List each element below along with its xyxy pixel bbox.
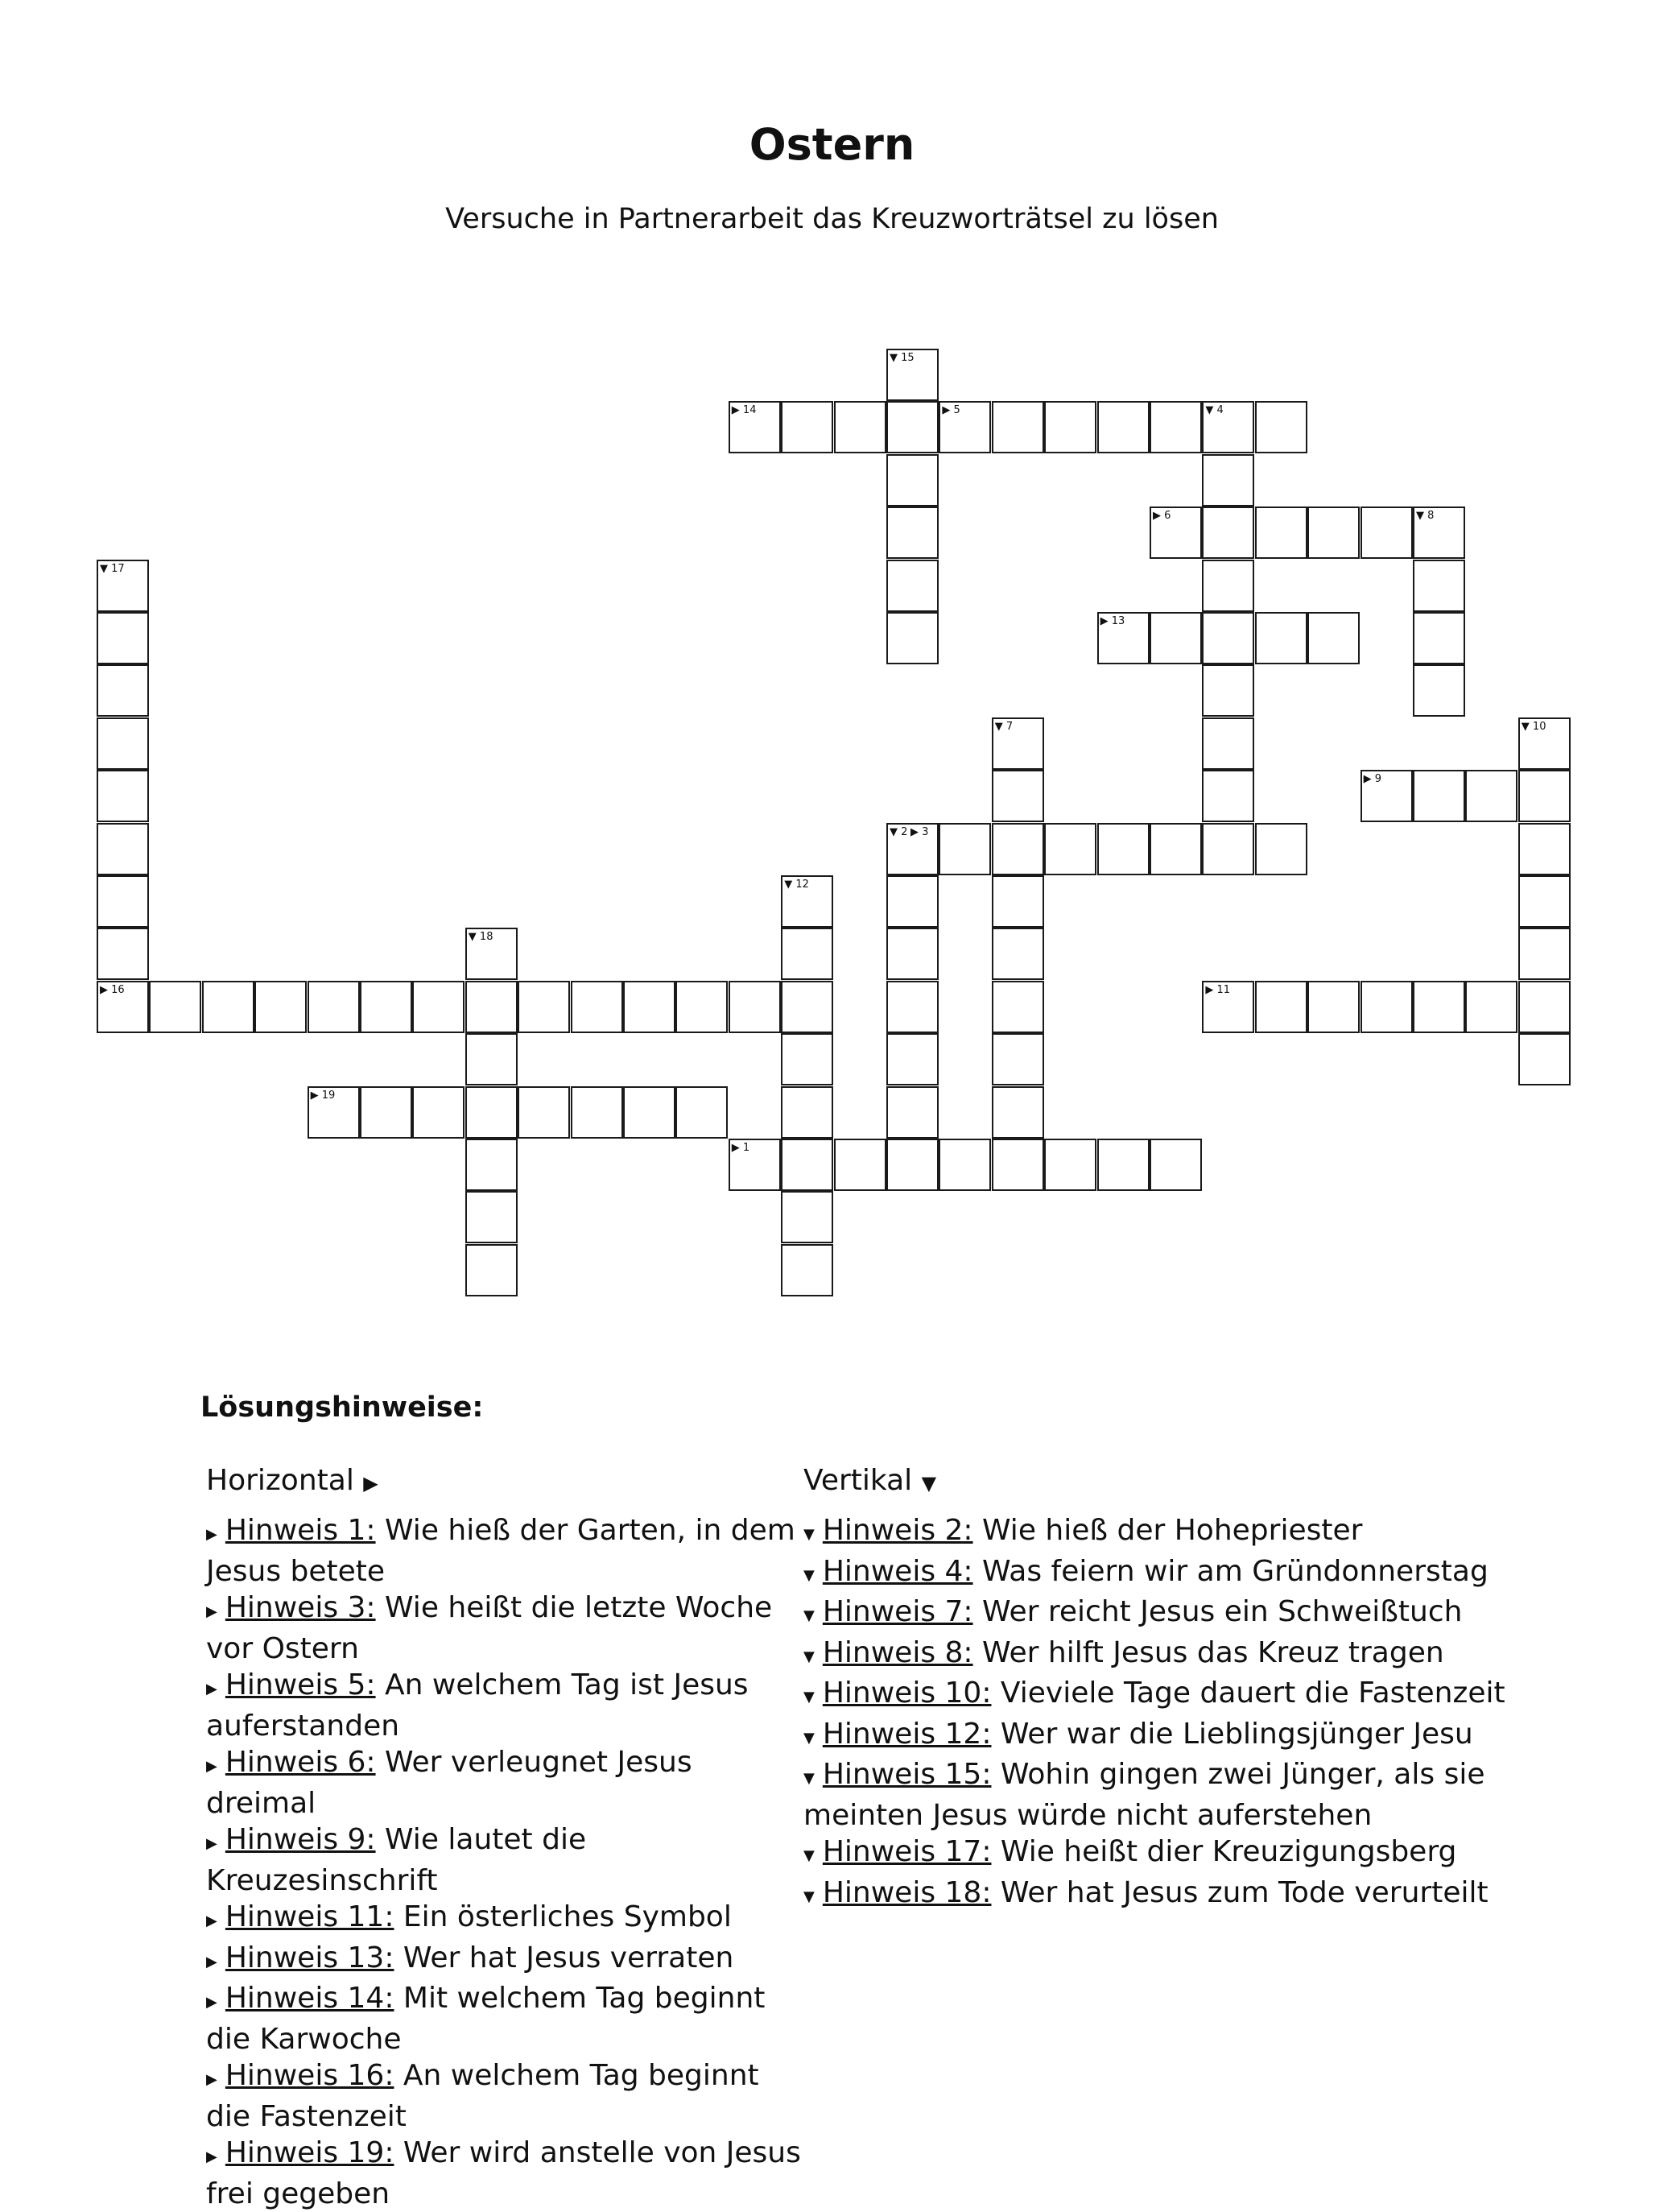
clue-text: Wohin gingen zwei Jünger, als sie bbox=[991, 1758, 1485, 1791]
clue-number: ▼ 17 bbox=[100, 562, 125, 575]
clue-text: Ein österliches Symbol bbox=[394, 1900, 732, 1933]
clue-label: Hinweis 13: bbox=[225, 1941, 394, 1974]
crossword-cell[interactable] bbox=[1202, 560, 1254, 612]
clue-label: Hinweis 19: bbox=[225, 2136, 394, 2169]
crossword-cell[interactable] bbox=[886, 454, 939, 506]
horizontal-heading-label: Horizontal bbox=[206, 1464, 354, 1497]
clue-text: Wer hat Jesus verraten bbox=[394, 1941, 734, 1974]
triangle-down-icon: ▼ bbox=[803, 1526, 815, 1543]
horizontal-clue-list bbox=[206, 1512, 802, 2212]
clue-item bbox=[206, 2057, 802, 2135]
clue-text-continued: die Fastenzeit bbox=[206, 2099, 407, 2133]
triangle-right-icon: ▶ bbox=[206, 1603, 217, 1620]
crossword-cell[interactable] bbox=[886, 506, 939, 559]
clue-number: ▼ 2 bbox=[890, 825, 908, 838]
clue-item bbox=[803, 1716, 1608, 1757]
crossword-cell[interactable] bbox=[97, 770, 149, 822]
crossword-cell[interactable] bbox=[149, 981, 201, 1033]
clue-label: Hinweis 9: bbox=[225, 1823, 376, 1856]
crossword-cell[interactable] bbox=[886, 875, 939, 928]
crossword-cell[interactable] bbox=[1097, 1139, 1150, 1191]
crossword-cell[interactable] bbox=[1255, 981, 1307, 1033]
crossword-cell[interactable] bbox=[412, 1086, 465, 1139]
clue-text-continued: die Karwoche bbox=[206, 2022, 402, 2056]
crossword-cell[interactable] bbox=[202, 981, 254, 1033]
clue-text-continued: dreimal bbox=[206, 1786, 316, 1820]
clue-label: Hinweis 10: bbox=[822, 1677, 992, 1710]
crossword-cell[interactable] bbox=[1097, 823, 1150, 875]
crossword-cell[interactable] bbox=[1150, 1139, 1202, 1191]
crossword-cell[interactable] bbox=[992, 1139, 1044, 1191]
clue-item bbox=[803, 1875, 1608, 1916]
clue-number: ▶ 6 bbox=[1153, 510, 1171, 523]
vertical-heading bbox=[803, 1464, 936, 1497]
crossword-cell[interactable] bbox=[97, 875, 149, 928]
crossword-cell[interactable] bbox=[97, 612, 149, 664]
crossword-cell[interactable] bbox=[1307, 506, 1360, 559]
triangle-right-icon: ▶ bbox=[206, 1835, 217, 1852]
crossword-cell[interactable] bbox=[675, 981, 728, 1033]
crossword-cell[interactable] bbox=[1097, 401, 1150, 453]
crossword-cell[interactable] bbox=[1150, 823, 1202, 875]
crossword-cell[interactable] bbox=[571, 981, 623, 1033]
horizontal-heading bbox=[206, 1464, 378, 1497]
clue-label: Hinweis 12: bbox=[822, 1717, 992, 1751]
crossword-cell[interactable] bbox=[1361, 506, 1413, 559]
crossword-cell[interactable] bbox=[1202, 664, 1254, 717]
crossword-cell[interactable] bbox=[886, 612, 939, 664]
clue-text: Wer wird anstelle von Jesus bbox=[394, 2136, 801, 2169]
crossword-cell[interactable] bbox=[308, 981, 360, 1033]
crossword-cell[interactable] bbox=[886, 1086, 939, 1139]
clue-item bbox=[206, 1744, 802, 1821]
clue-number: ▼ 7 bbox=[994, 720, 1014, 733]
clue-item bbox=[206, 1940, 802, 1981]
crossword-cell[interactable] bbox=[1044, 823, 1096, 875]
crossword-cell[interactable] bbox=[1413, 612, 1465, 664]
triangle-right-icon: ▶ bbox=[206, 1758, 217, 1775]
triangle-right-icon: ▶ bbox=[206, 1526, 217, 1543]
clue-item bbox=[803, 1834, 1608, 1875]
clue-item bbox=[803, 1594, 1608, 1635]
clue-text-continued: auferstanden bbox=[206, 1709, 400, 1743]
crossword-cell[interactable] bbox=[1255, 612, 1307, 664]
crossword-cell[interactable] bbox=[992, 875, 1044, 928]
clue-number: ▶ 11 bbox=[1205, 983, 1231, 996]
clue-label: Hinweis 8: bbox=[822, 1635, 973, 1669]
clue-number: ▶ 16 bbox=[100, 983, 125, 996]
clue-item bbox=[803, 1553, 1608, 1594]
triangle-right-icon: ▶ bbox=[206, 1953, 217, 1970]
clue-label: Hinweis 4: bbox=[822, 1554, 973, 1588]
crossword-cell[interactable] bbox=[1518, 1033, 1571, 1085]
crossword-cell[interactable] bbox=[992, 401, 1044, 453]
crossword-cell[interactable] bbox=[1150, 612, 1202, 664]
clue-number: ▶ 14 bbox=[731, 404, 757, 417]
clue-label: Hinweis 15: bbox=[822, 1758, 992, 1791]
crossword-cell[interactable] bbox=[1518, 875, 1571, 928]
crossword-cell[interactable] bbox=[1413, 981, 1465, 1033]
crossword-cell[interactable] bbox=[254, 981, 307, 1033]
clue-text: An welchem Tag beginnt bbox=[394, 2059, 759, 2092]
clue-number: ▼ 15 bbox=[890, 352, 915, 364]
crossword-cell[interactable] bbox=[1465, 770, 1517, 822]
triangle-right-icon: ▶ bbox=[363, 1472, 378, 1495]
page-title: Ostern bbox=[749, 119, 915, 170]
clue-item bbox=[206, 1512, 802, 1590]
crossword-cell[interactable] bbox=[781, 1139, 833, 1191]
clue-item bbox=[206, 1667, 802, 1744]
clue-label: Hinweis 5: bbox=[225, 1668, 376, 1701]
crossword-cell[interactable] bbox=[360, 981, 412, 1033]
crossword-cell[interactable] bbox=[886, 981, 939, 1033]
clue-text: Wer hilft Jesus das Kreuz tragen bbox=[972, 1635, 1444, 1669]
crossword-cell[interactable] bbox=[1202, 823, 1254, 875]
crossword-cell[interactable] bbox=[1202, 717, 1254, 770]
clue-item bbox=[206, 1899, 802, 1940]
crossword-cell[interactable] bbox=[1361, 981, 1413, 1033]
clue-item bbox=[803, 1675, 1608, 1716]
clue-text: Wie heißt die letzte Woche bbox=[375, 1591, 773, 1624]
crossword-cell[interactable] bbox=[992, 928, 1044, 980]
crossword-cell[interactable] bbox=[97, 717, 149, 770]
clue-text: Was feiern wir am Gründonnerstag bbox=[972, 1554, 1489, 1588]
clue-text: An welchem Tag ist Jesus bbox=[375, 1668, 749, 1701]
clue-item bbox=[206, 1821, 802, 1899]
clue-number: ▶ 13 bbox=[1100, 615, 1125, 627]
crossword-cell[interactable] bbox=[1413, 560, 1465, 612]
clue-number: ▼ 18 bbox=[468, 931, 493, 944]
triangle-down-icon: ▼ bbox=[803, 1847, 815, 1864]
crossword-cell[interactable] bbox=[465, 1086, 518, 1139]
page-subtitle: Versuche in Partnerarbeit das Kreuzworträtsel zu lösen bbox=[445, 203, 1219, 235]
crossword-cell[interactable] bbox=[465, 1191, 518, 1243]
crossword-cell[interactable] bbox=[886, 1139, 939, 1191]
clue-text: Wer hat Jesus zum Tode verurteilt bbox=[991, 1875, 1489, 1909]
vertical-heading-label: Vertikal bbox=[803, 1464, 913, 1497]
crossword-cell[interactable] bbox=[992, 770, 1044, 822]
crossword-cell[interactable] bbox=[939, 1139, 991, 1191]
crossword-cell[interactable] bbox=[1202, 454, 1254, 506]
crossword-cell[interactable] bbox=[623, 981, 675, 1033]
crossword-cell[interactable] bbox=[992, 981, 1044, 1033]
crossword-cell[interactable] bbox=[97, 664, 149, 717]
crossword-cell[interactable] bbox=[675, 1086, 728, 1139]
triangle-down-icon: ▼ bbox=[803, 1729, 815, 1747]
triangle-down-icon: ▼ bbox=[803, 1648, 815, 1665]
crossword-cell[interactable] bbox=[992, 823, 1044, 875]
clue-text: Wer war die Lieblingsjünger Jesu bbox=[991, 1717, 1473, 1751]
crossword-cell[interactable] bbox=[1255, 401, 1307, 453]
crossword-cell[interactable] bbox=[781, 981, 833, 1033]
crossword-cell[interactable] bbox=[939, 823, 991, 875]
clue-number: ▼ 12 bbox=[784, 879, 809, 891]
crossword-cell[interactable] bbox=[1044, 401, 1096, 453]
clue-text: Wie hieß der Garten, in dem bbox=[375, 1514, 795, 1547]
crossword-cell[interactable] bbox=[781, 401, 833, 453]
crossword-cell[interactable] bbox=[465, 1033, 518, 1085]
crossword-cell[interactable] bbox=[518, 981, 570, 1033]
crossword-cell[interactable] bbox=[465, 1244, 518, 1296]
clue-number: ▶ 5 bbox=[942, 404, 960, 417]
crossword-cell[interactable] bbox=[1465, 981, 1517, 1033]
crossword-cell[interactable] bbox=[1518, 981, 1571, 1033]
clue-text: Wie hieß der Hohepriester bbox=[972, 1514, 1363, 1547]
clue-text: Mit welchem Tag beginnt bbox=[394, 1982, 766, 2015]
hints-heading: Lösungshinweise: bbox=[200, 1391, 484, 1424]
clue-label: Hinweis 14: bbox=[225, 1982, 394, 2015]
triangle-right-icon: ▶ bbox=[206, 1994, 217, 2011]
clue-item bbox=[206, 2135, 802, 2212]
clue-label: Hinweis 3: bbox=[225, 1591, 376, 1624]
clue-label: Hinweis 17: bbox=[822, 1835, 992, 1868]
clue-number: ▶ 3 bbox=[910, 825, 929, 838]
crossword-cell[interactable] bbox=[1307, 981, 1360, 1033]
clue-text-continued: Kreuzesinschrift bbox=[206, 1863, 438, 1897]
clue-text: Wie heißt dier Kreuzigungsberg bbox=[991, 1835, 1457, 1868]
triangle-down-icon: ▼ bbox=[803, 1566, 815, 1584]
clue-number: ▶ 9 bbox=[1363, 773, 1381, 786]
clue-item bbox=[803, 1512, 1608, 1553]
clue-item bbox=[803, 1756, 1608, 1834]
clue-label: Hinweis 7: bbox=[822, 1595, 973, 1628]
clue-label: Hinweis 16: bbox=[225, 2059, 394, 2092]
clue-text: Wer verleugnet Jesus bbox=[375, 1746, 692, 1779]
vertical-clue-list bbox=[803, 1512, 1608, 1915]
clue-number: ▼ 4 bbox=[1205, 404, 1224, 417]
crossword-cell[interactable] bbox=[1518, 770, 1571, 822]
clue-label: Hinweis 1: bbox=[225, 1514, 376, 1547]
clue-text-continued: meinten Jesus würde nicht auferstehen bbox=[803, 1798, 1373, 1832]
crossword-cell[interactable] bbox=[729, 981, 781, 1033]
clue-text-continued: frei gegeben bbox=[206, 2177, 390, 2210]
triangle-down-icon: ▼ bbox=[803, 1770, 815, 1787]
clue-text-continued: vor Ostern bbox=[206, 1631, 359, 1665]
crossword-cell[interactable] bbox=[1255, 506, 1307, 559]
crossword-cell[interactable] bbox=[97, 823, 149, 875]
crossword-cell[interactable] bbox=[1044, 1139, 1096, 1191]
clue-label: Hinweis 6: bbox=[225, 1746, 376, 1779]
crossword-cell[interactable] bbox=[781, 1086, 833, 1139]
triangle-right-icon: ▶ bbox=[206, 1681, 217, 1697]
crossword-cell[interactable] bbox=[992, 1033, 1044, 1085]
clue-number: ▶ 1 bbox=[731, 1142, 750, 1154]
triangle-right-icon: ▶ bbox=[206, 1912, 217, 1929]
triangle-right-icon: ▶ bbox=[206, 2071, 217, 2088]
clue-label: Hinweis 18: bbox=[822, 1875, 992, 1909]
crossword-cell[interactable] bbox=[886, 560, 939, 612]
triangle-down-icon: ▼ bbox=[803, 1607, 815, 1624]
crossword-cell[interactable] bbox=[1202, 770, 1254, 822]
crossword-cell[interactable] bbox=[1518, 823, 1571, 875]
crossword-cell[interactable] bbox=[465, 981, 518, 1033]
triangle-down-icon: ▼ bbox=[803, 1689, 815, 1706]
crossword-cell[interactable] bbox=[834, 401, 886, 453]
crossword-cell[interactable] bbox=[623, 1086, 675, 1139]
crossword-cell[interactable] bbox=[1202, 612, 1254, 664]
crossword-cell[interactable] bbox=[1255, 823, 1307, 875]
triangle-down-icon: ▼ bbox=[803, 1887, 815, 1905]
clue-item bbox=[206, 1590, 802, 1667]
crossword-cell[interactable] bbox=[1150, 401, 1202, 453]
clue-item bbox=[206, 1980, 802, 2057]
clue-item bbox=[803, 1635, 1608, 1676]
clue-text: Vieviele Tage dauert die Fastenzeit bbox=[991, 1677, 1505, 1710]
crossword-cell[interactable] bbox=[886, 928, 939, 980]
crossword-cell[interactable] bbox=[886, 401, 939, 453]
crossword-cell[interactable] bbox=[412, 981, 465, 1033]
clue-number: ▶ 19 bbox=[310, 1089, 336, 1102]
crossword-cell[interactable] bbox=[781, 1191, 833, 1243]
clue-number: ▼ 8 bbox=[1416, 510, 1435, 523]
crossword-cell[interactable] bbox=[1413, 770, 1465, 822]
crossword-cell[interactable] bbox=[360, 1086, 412, 1139]
crossword-cell[interactable] bbox=[834, 1139, 886, 1191]
crossword-cell[interactable] bbox=[97, 928, 149, 980]
clue-text: Wie lautet die bbox=[375, 1823, 587, 1856]
crossword-cell[interactable] bbox=[886, 1033, 939, 1085]
triangle-right-icon: ▶ bbox=[206, 2148, 217, 2165]
clue-text: Wer reicht Jesus ein Schweißtuch bbox=[972, 1595, 1463, 1628]
crossword-cell[interactable] bbox=[518, 1086, 570, 1139]
clue-label: Hinweis 11: bbox=[225, 1900, 394, 1933]
crossword-cell[interactable] bbox=[465, 1139, 518, 1191]
crossword-cell[interactable] bbox=[571, 1086, 623, 1139]
crossword-cell[interactable] bbox=[1202, 506, 1254, 559]
crossword-cell[interactable] bbox=[1518, 928, 1571, 980]
clue-label: Hinweis 2: bbox=[822, 1514, 973, 1547]
clue-text-continued: Jesus betete bbox=[206, 1554, 386, 1588]
crossword-cell[interactable] bbox=[992, 1086, 1044, 1139]
crossword-cell[interactable] bbox=[1307, 612, 1360, 664]
crossword-cell[interactable] bbox=[1413, 664, 1465, 717]
triangle-down-icon: ▼ bbox=[921, 1472, 937, 1495]
clue-number: ▼ 10 bbox=[1521, 720, 1546, 733]
crossword-cell[interactable] bbox=[781, 1244, 833, 1296]
crossword-cell[interactable] bbox=[781, 928, 833, 980]
crossword-cell[interactable] bbox=[781, 1033, 833, 1085]
